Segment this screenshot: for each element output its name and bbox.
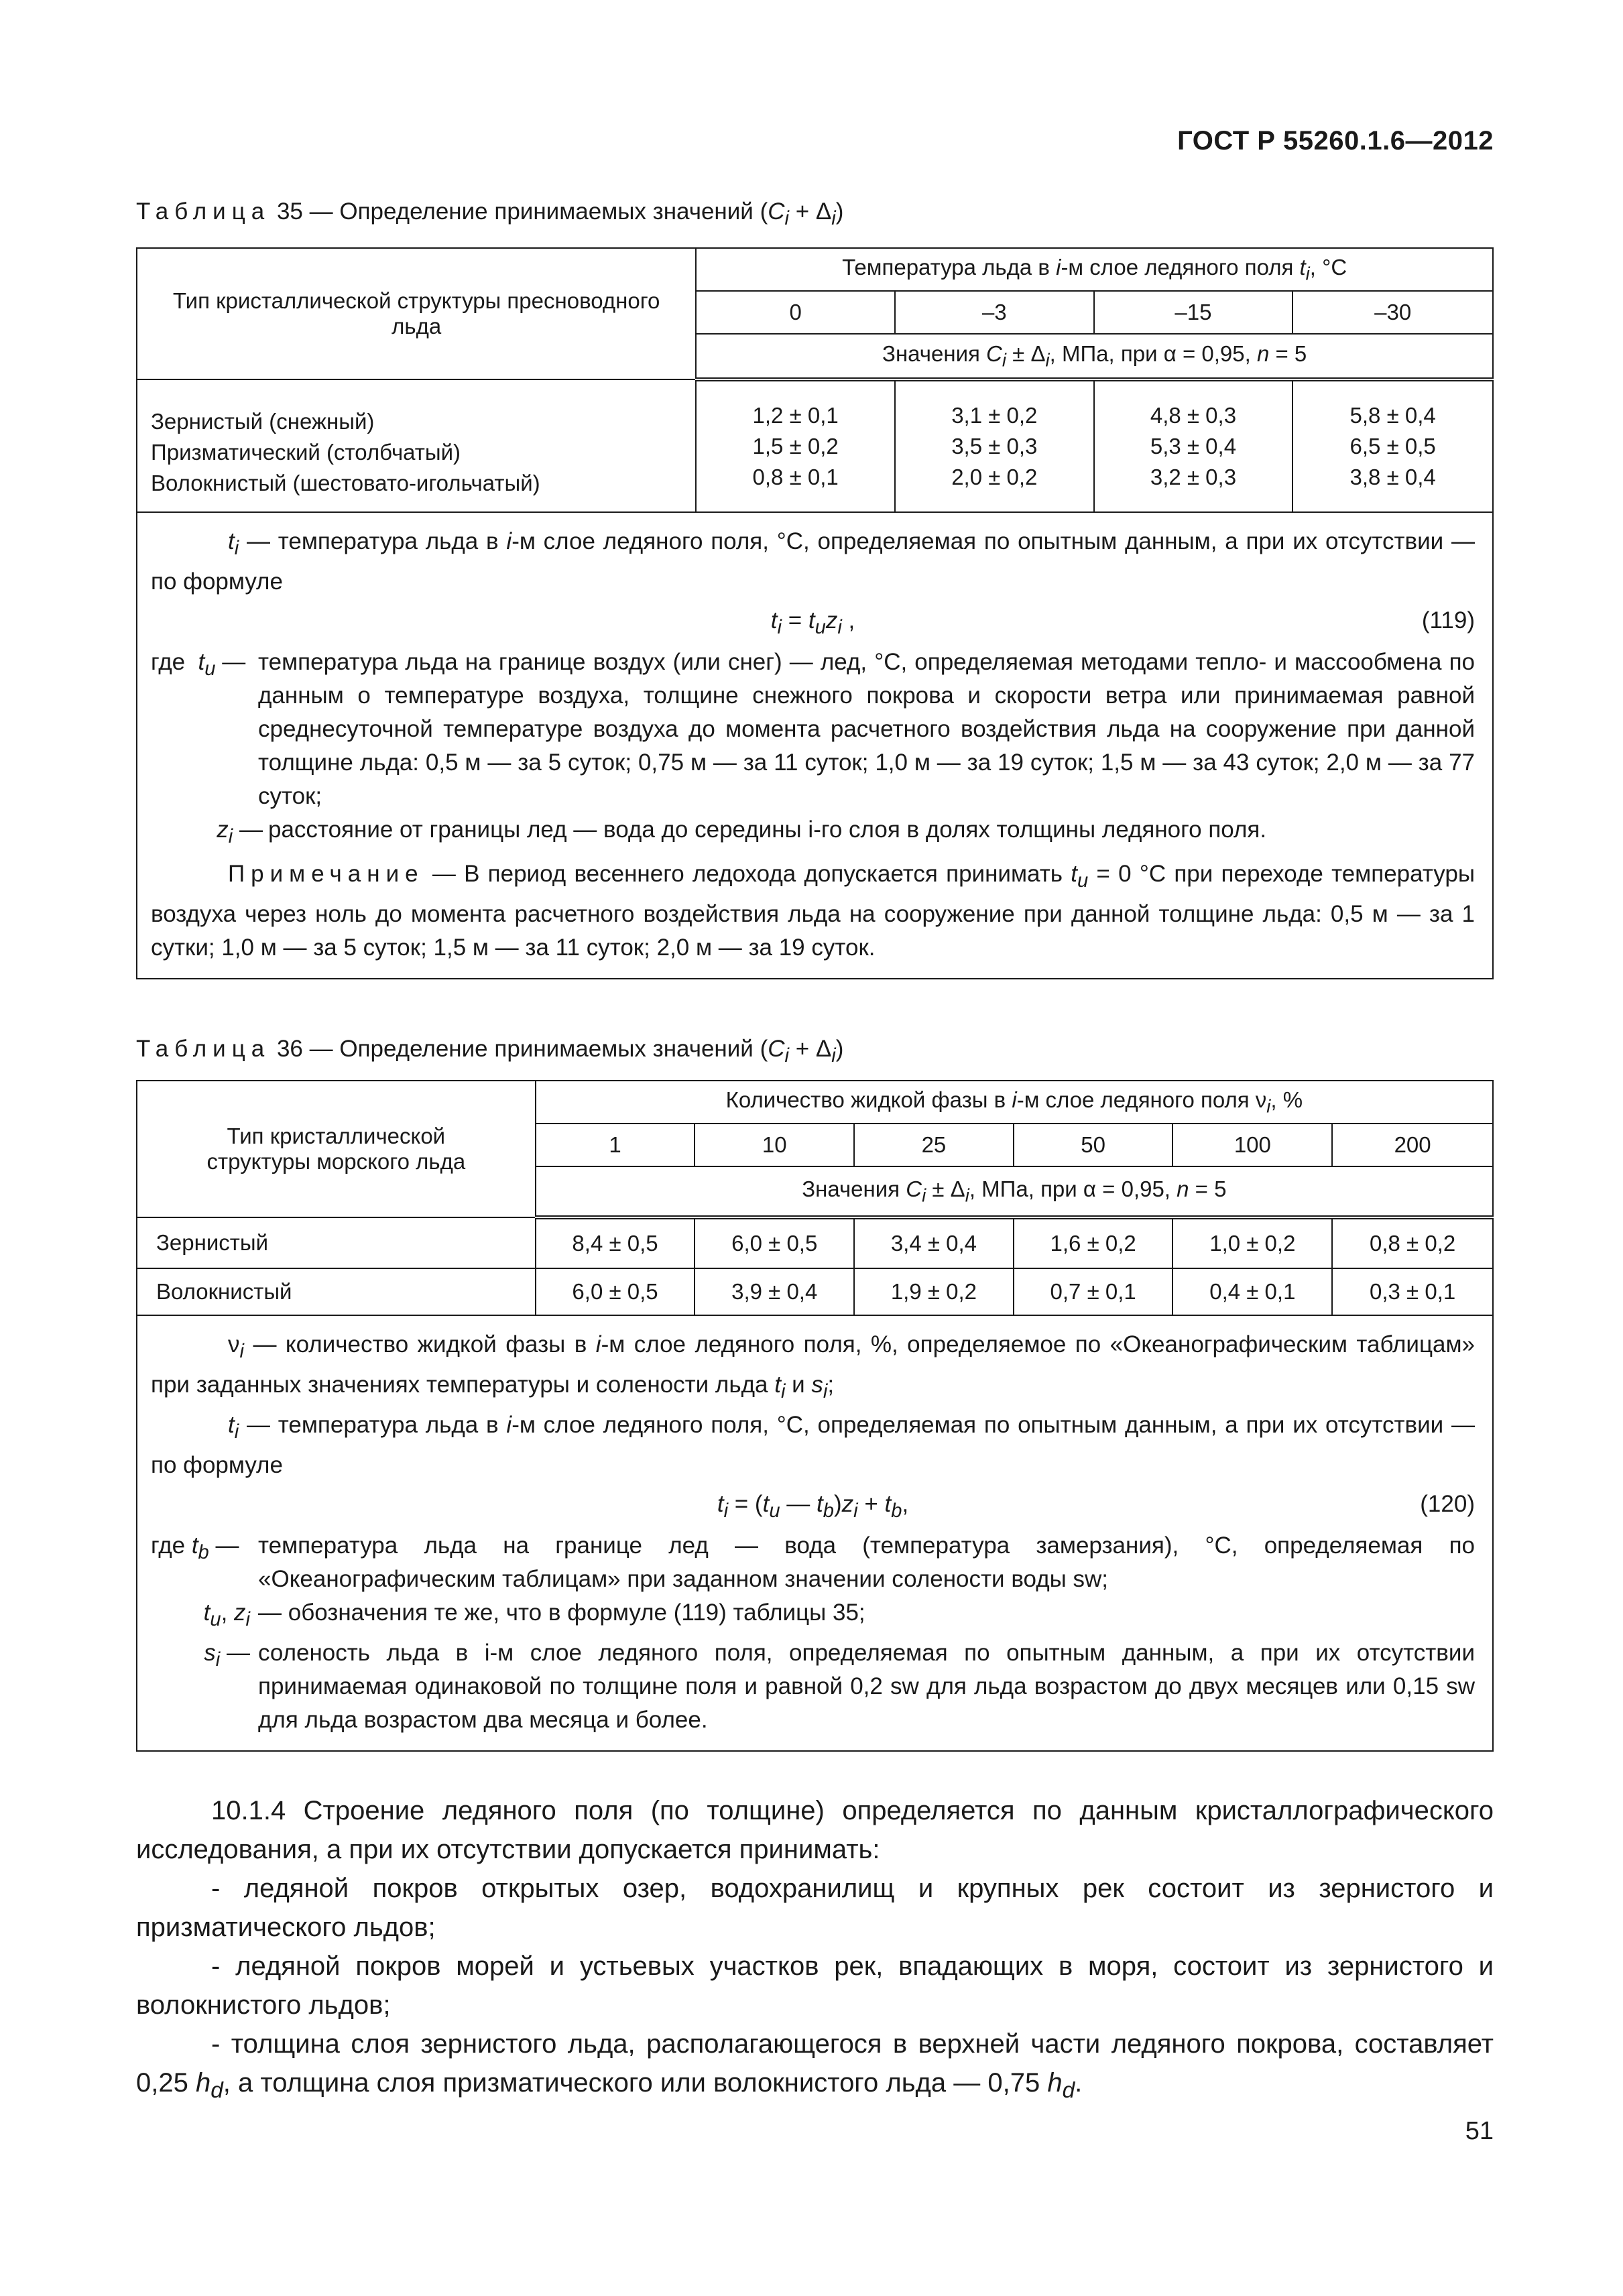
table36-phase-1: 10 (695, 1124, 854, 1166)
list-item: - ледяной покров открытых озер, водохранилищ и крупных рек состоит из зернистого и призматического льдов; (136, 1874, 1494, 1942)
table35-temp-3: –30 (1293, 291, 1493, 334)
table36-caption-word: Таблица (136, 1036, 271, 1062)
table35-values-label: Значения $C_i \pm \Delta_i$, МПа, при α = 0,95, n = 5 (696, 334, 1493, 379)
table35-caption-word: Таблица (136, 198, 271, 225)
table35-temp-2: –15 (1094, 291, 1293, 334)
table-row-name: Зернистый (снежный) (151, 409, 375, 434)
table-cell: 1,0 ± 0,2 (1173, 1217, 1332, 1268)
table36-phase-0: 1 (536, 1124, 695, 1166)
table-cell: 0,8 ± 0,2 (1332, 1217, 1493, 1268)
table36-note-nu: $\nu_i$ — количество жидкой фазы в i-м слое ледяного поля, %, определяемое по «Океанографическим таблицам» при заданных значениях температуры и солености льда $t_i$ и $s_i$; (151, 1331, 1475, 1402)
table36-phase-3: 50 (1014, 1124, 1173, 1166)
table35-row-names (137, 379, 696, 512)
definition-tu: где $t_u$ — температура льда на границе воздух (или снег) — лед, °C, определяемая методами тепло- и массообмена по данным о температуре воздуха, толщине снежного покрова и скорости ветра или принимаемая равной среднесуточной температуре воздуха до момента расчетного воздействия льда на сооружение при данной толщине льда: 0,5 м — за 5 суток; 0,75 м — за 11 суток; 1,0 м — за 19 суток; 1,5 м — за 43 суток; 2,0 м — за 77 суток; (151, 649, 1475, 809)
table36-phase-2: 25 (854, 1124, 1014, 1166)
table-cell: 3,4 ± 0,4 (854, 1217, 1014, 1268)
table-row-name: Зернистый (137, 1217, 536, 1268)
table35-col-values-0: 1,2 ± 0,1 1,5 ± 0,2 0,8 ± 0,1 (696, 379, 895, 512)
body-text (136, 1791, 1494, 2110)
table35-temp-1: –3 (895, 291, 1094, 334)
table-cell: 3,9 ± 0,4 (695, 1268, 854, 1315)
table35-caption-text: 35 — Определение принимаемых значений $(C_i + \Delta_i)$ (276, 198, 844, 229)
table36-caption (136, 1036, 843, 1067)
table35 (136, 247, 1494, 979)
table-cell: 0,4 ± 0,1 (1173, 1268, 1332, 1315)
table36-col-group: Количество жидкой фазы в i-м слое ледяного поля $\nu_i$, % (536, 1081, 1493, 1124)
table-cell: 1,6 ± 0,2 (1014, 1217, 1173, 1268)
list-item: - ледяной покров морей и устьевых участков рек, впадающих в моря, состоит из зернистого и волокнистого льдов; (136, 1951, 1494, 2020)
table-cell: 0,3 ± 0,1 (1332, 1268, 1493, 1315)
table-row-name: Волокнистый (шестовато-игольчатый) (151, 471, 540, 495)
table-row-name: Волокнистый (137, 1268, 536, 1315)
table35-col-values-2: 4,8 ± 0,3 5,3 ± 0,4 3,2 ± 0,3 (1094, 379, 1293, 512)
definition-tb: где $t_b$ — температура льда на границе лед — вода (температура замерзания), °C, определяемая по «Океанографическим таблицам» при заданном значении солености воды sw; (151, 1532, 1475, 1592)
table36-caption-text: 36 — Определение принимаемых значений $(C_i + \Delta_i)$ (276, 1036, 844, 1067)
table35-notes (137, 512, 1493, 979)
definition-tu-zi: $t_u$, $z_i$ — обозначения те же, что в формуле (119) таблицы 35; (203, 1599, 865, 1630)
page-number: 51 (1465, 2117, 1494, 2145)
table-cell: 8,4 ± 0,5 (536, 1217, 695, 1268)
table36-note-ti: $t_i$ — температура льда в i-м слое ледяного поля, °C, определяемая по опытным данным, а при их отсутствии — по формуле (151, 1412, 1475, 1478)
table-cell: 6,0 ± 0,5 (695, 1217, 854, 1268)
table35-note-ti: $t_i$ — температура льда в i-м слое ледяного поля, °C, определяемая по опытным данным, а при их отсутствии — по формуле (151, 528, 1475, 595)
table35-caption (136, 198, 843, 230)
definition-zi: $z_i$ — расстояние от границы лед — вода до середины i-го слоя в долях толщины ледяного поля. (217, 817, 1267, 847)
table-cell: 1,9 ± 0,2 (854, 1268, 1014, 1315)
table36-notes (137, 1315, 1493, 1751)
list-item: - толщина слоя зернистого льда, располагающегося в верхней части ледяного покрова, составляет 0,25 $h_d$, а толщина слоя призматического или волокнистого льда — 0,75 $h_d$. (136, 2029, 1494, 2103)
table35-col-main: Тип кристаллической структуры пресноводного льда (137, 248, 696, 379)
table36-col-main: Тип кристаллической структуры морского льда (137, 1081, 536, 1217)
table35-col-group: Температура льда в i-м слое ледяного поля $t_i$, °C (696, 248, 1493, 291)
paragraph-10-1-4: 10.1.4 Строение ледяного поля (по толщине) определяется по данным кристаллографического исследования, а при их отсутствии допускается принимать: (136, 1796, 1494, 1864)
table-cell: 6,0 ± 0,5 (536, 1268, 695, 1315)
table35-col-values-1: 3,1 ± 0,2 3,5 ± 0,3 2,0 ± 0,2 (895, 379, 1094, 512)
table36-phase-4: 100 (1173, 1124, 1332, 1166)
table35-note: Примечание — В период весеннего ледохода допускается принимать $t_u = 0$ °C при переходе температуры воздуха через ноль до момента расчетного воздействия льда на сооружение при данной толщине льда: 0,5 м — за 1 сутки; 1,0 м — за 5 суток; 1,5 м — за 11 суток; 2,0 м — за 19 суток. (151, 861, 1475, 961)
table35-temp-0: 0 (696, 291, 895, 334)
table36-phase-5: 200 (1332, 1124, 1493, 1166)
table36 (136, 1080, 1494, 1752)
table-row-name: Призматический (столбчатый) (151, 440, 461, 465)
table-cell: 0,7 ± 0,1 (1014, 1268, 1173, 1315)
formula-119: $t_i = t_uz_i$ , (119) (770, 607, 1475, 638)
document-header: ГОСТ Р 55260.1.6—2012 (1177, 126, 1494, 156)
formula-120: $t_i = (t_u$ — $t_b)z_i + t_b$, (120) (717, 1491, 1475, 1522)
definition-si: $s_i$ — соленость льда в i-м слое ледяного поля, определяемая по опытным данным, а при их отсутствии принимаемая одинаковой по толщине поля и равной 0,2 sw для льда возрастом до двух месяцев или 0,15 sw для льда возрастом два месяца и более. (204, 1640, 1475, 1733)
table35-col-values-3: 5,8 ± 0,4 6,5 ± 0,5 3,8 ± 0,4 (1293, 379, 1493, 512)
table36-values-label: Значения $C_i \pm \Delta_i$, МПа, при α = 0,95, n = 5 (536, 1166, 1493, 1217)
